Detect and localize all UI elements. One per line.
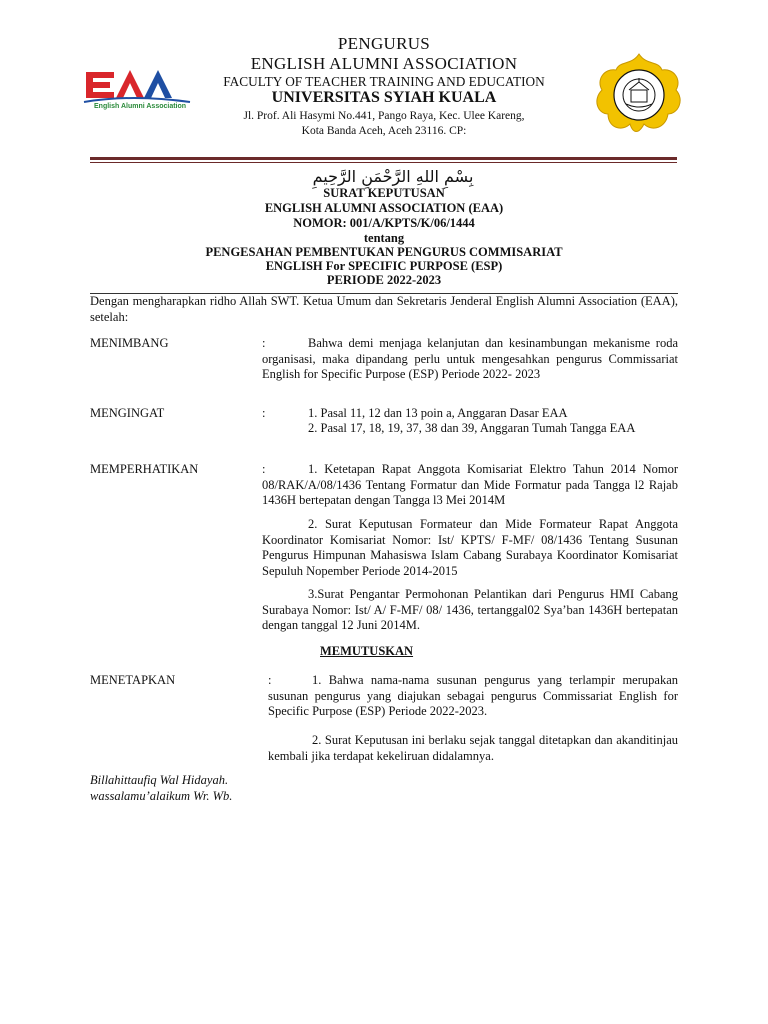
title-nomor: NOMOR: 001/A/KPTS/K/06/1444 [293,216,475,230]
header-divider-thick [90,157,677,160]
menetapkan-item-1-text: 1. Bahwa nama-nama susunan pengurus yang terlampir merupakan susunan pengurus yang diajukan sebagai pengurus Commissariat English for Specific Purpose (ESP) Periode 2022-2023. [268,673,678,718]
address-line-1: Jl. Prof. Ali Hasymi No.441, Pango Raya, Kec. Ulee Kareng, [243,110,525,122]
menimbang-body: Bahwa demi menjaga kelanjutan dan kesinambungan mekanisme roda organisasi, maka dipandang perlu untuk mengesahkan pengurus Commissariat English for Specific Purpose (ESP) Periode 2022- 2023 [262,336,678,381]
label-menimbang: MENIMBANG [90,336,169,350]
header-org-name: ENGLISH ALUMNI ASSOCIATION [250,54,518,73]
mengingat-item-2 [262,421,678,437]
menimbang-text [262,336,678,383]
closing-line-1: Billahittaufiq Wal Hidayah. [90,773,229,787]
header-divider-thin [90,162,677,163]
memperhatikan-item-1 [262,462,678,509]
title-surat-keputusan: SURAT KEPUTUSAN [323,186,445,200]
menetapkan-item-2 [268,733,678,764]
title-periode: PERIODE 2022-2023 [326,273,442,287]
mengingat-item-2-text: 2. Pasal 17, 18, 19, 37, 38 dan 39, Anggaran Tumah Tangga EAA [308,421,636,435]
memperhatikan-item-3 [262,587,678,634]
eaa-logo-caption: English Alumni Association [94,103,187,110]
title-subject-1: PENGESAHAN PEMBENTUKAN PENGURUS COMMISARIAT [205,245,563,259]
intro-paragraph: Dengan mengharapkan ridho Allah SWT. Ketua Umum dan Sekretaris Jenderal English Alumni Association (EAA), setelah: [90,294,678,324]
colon-menimbang: : [262,336,266,350]
basmalah-calligraphy: بِسْمِ اللهِ الرَّحْمَنِ الرَّحِيمِ [312,167,474,186]
label-memperhatikan: MEMPERHATIKAN [90,462,199,476]
menetapkan-item-2-text: 2. Surat Keputusan ini berlaku sejak tanggal ditetapkan dan akanditinjau kembali jika terdapat kekeliruan didalamnya. [268,733,678,763]
header-university: UNIVERSITAS SYIAH KUALA [271,89,497,106]
header-pengurus: PENGURUS [337,34,431,53]
mengingat-item-1-text: 1. Pasal 11, 12 dan 13 poin a, Anggaran Dasar EAA [308,406,568,420]
label-menetapkan: MENETAPKAN [90,673,176,687]
memperhatikan-item-2 [262,517,678,579]
mengingat-item-1 [262,406,678,422]
memperhatikan-item-1-text: 1. Ketetapan Rapat Anggota Komisariat Elektro Tahun 2014 Nomor 08/RAK/A/08/1436 Tentang Formatur dan Mide Formatur pada Tangga l2 Rajab 1436H bertepatan dengan Tangga l3 Mei 2014M [262,462,678,507]
memperhatikan-item-3-text: 3.Surat Pengantar Permohonan Pelantikan dari Pengurus HMI Cabang Surabaya Nomor: Ist/ A/ F-MF/ 08/ 1436, tertanggal02 Sya’ban 1436H bertepatan dengan tanggal 12 Juni 2014M. [262,587,678,632]
colon-memperhatikan: : [262,462,266,476]
title-tentang: tentang [363,231,405,245]
memperhatikan-item-2-text: 2. Surat Keputusan Formateur dan Mide Formateur Rapat Anggota Koordinator Komisariat Nomor: Ist/ KPTS/ F-MF/ 08/1436 Tentang Susunan Pengurus Himpunan Mahasiswa Islam Cabang Surabaya Koordinator Komisariat Sepuluh Nopember Periode 2014-2015 [262,517,678,578]
heading-memutuskan: MEMUTUSKAN [320,644,414,658]
header-faculty: FACULTY OF TEACHER TRAINING AND EDUCATION [223,74,545,89]
colon-menetapkan: : [268,673,272,687]
colon-mengingat: : [262,406,266,420]
title-org: ENGLISH ALUMNI ASSOCIATION (EAA) [264,201,504,215]
label-mengingat: MENGINGAT [90,406,165,420]
closing-line-2: wassalamu’alaikum Wr. Wb. [90,789,233,803]
header-address [0,109,768,138]
address-line-2: Kota Banda Aceh, Aceh 23116. CP: [301,124,467,137]
title-subject-2: ENGLISH For SPECIFIC PURPOSE (ESP) [265,259,503,273]
menetapkan-item-1 [268,673,678,720]
